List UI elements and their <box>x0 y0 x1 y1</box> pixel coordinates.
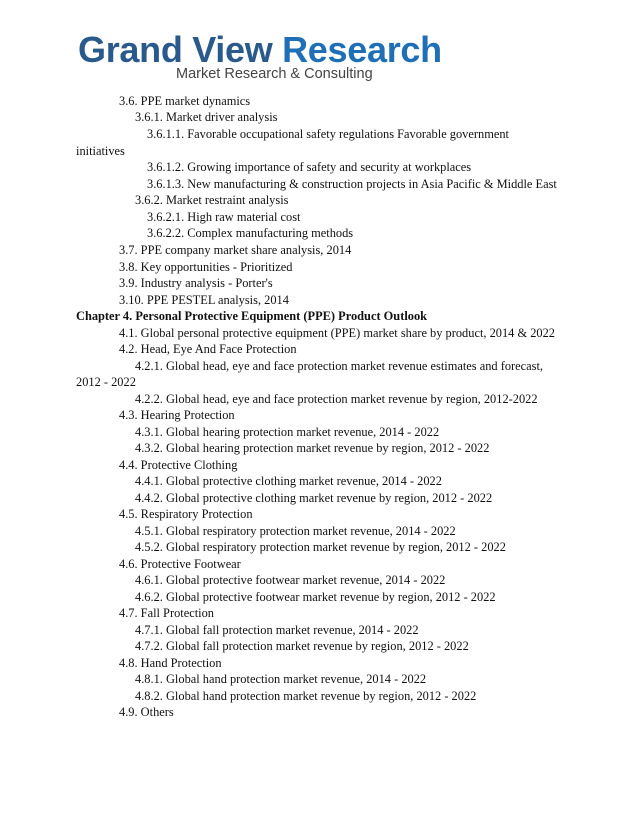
toc-entry: 4.7.2. Global fall protection market revenue by region, 2012 - 2022 <box>135 639 469 653</box>
toc-entry: 4.5.1. Global respiratory protection market revenue, 2014 - 2022 <box>135 524 456 538</box>
toc-entry: 4.7.1. Global fall protection market revenue, 2014 - 2022 <box>135 623 419 637</box>
toc-entry: 4.9. Others <box>119 705 174 719</box>
logo-word-grand: Grand <box>78 29 183 70</box>
toc-entry: 4.6.1. Global protective footwear market revenue, 2014 - 2022 <box>135 573 446 587</box>
toc-entry: 3.6.2.2. Complex manufacturing methods <box>147 226 354 240</box>
toc-entry: 4.3. Hearing Protection <box>119 408 235 422</box>
toc-entry: 4.4. Protective Clothing <box>119 458 238 472</box>
toc-entry: 3.6.1. Market driver analysis <box>135 110 278 124</box>
logo-word-view: View <box>192 29 273 70</box>
toc-entry: 4.5.2. Global respiratory protection market revenue by region, 2012 - 2022 <box>135 540 506 554</box>
toc-entry: 4.6.2. Global protective footwear market revenue by region, 2012 - 2022 <box>135 590 496 604</box>
logo-subtitle: Market Research & Consulting <box>176 66 373 82</box>
toc-entry: 4.8.1. Global hand protection market revenue, 2014 - 2022 <box>135 672 427 686</box>
toc-entry: 3.6.1.3. New manufacturing & construction projects in Asia Pacific & Middle East <box>147 177 557 191</box>
toc-entry: 3.6.2.1. High raw material cost <box>147 210 301 224</box>
toc-entry: 4.3.1. Global hearing protection market revenue, 2014 - 2022 <box>135 425 440 439</box>
logo-word-research: Research <box>282 29 442 70</box>
toc-entry-continuation: initiatives <box>76 144 125 158</box>
toc-entry: 4.1. Global personal protective equipment (PPE) market share by product, 2014 & 2022 <box>119 326 555 340</box>
grand-view-research-logo <box>78 29 442 85</box>
chapter-heading: Chapter 4. Personal Protective Equipment (PPE) Product Outlook <box>76 309 428 323</box>
logo-title <box>78 30 442 70</box>
toc-entry: 4.2.1. Global head, eye and face protection market revenue estimates and forecast, <box>135 359 544 373</box>
toc-entry: 3.6.2. Market restraint analysis <box>135 193 289 207</box>
toc-entry-continuation: 2012 - 2022 <box>76 375 136 389</box>
toc-entry: 3.10. PPE PESTEL analysis, 2014 <box>119 293 289 307</box>
toc-entry: 4.8.2. Global hand protection market revenue by region, 2012 - 2022 <box>135 689 477 703</box>
toc-entry: 4.4.2. Global protective clothing market revenue by region, 2012 - 2022 <box>135 491 493 505</box>
toc-entry: 3.9. Industry analysis - Porter's <box>119 276 273 290</box>
toc-entry: 3.7. PPE company market share analysis, 2014 <box>119 243 352 257</box>
toc-entry: 3.8. Key opportunities - Prioritized <box>119 260 293 274</box>
toc-entry: 4.7. Fall Protection <box>119 606 214 620</box>
toc-entry: 4.2.2. Global head, eye and face protection market revenue by region, 2012-2022 <box>135 392 538 406</box>
toc-entry: 4.2. Head, Eye And Face Protection <box>119 342 297 356</box>
toc-entry: 3.6.1.1. Favorable occupational safety regulations Favorable government <box>147 127 509 141</box>
toc-entry: 4.6. Protective Footwear <box>119 557 241 571</box>
toc-entry: 4.8. Hand Protection <box>119 656 222 670</box>
toc-entry: 4.4.1. Global protective clothing market revenue, 2014 - 2022 <box>135 474 442 488</box>
toc-entry: 3.6. PPE market dynamics <box>119 94 251 108</box>
toc-entry: 3.6.1.2. Growing importance of safety and security at workplaces <box>147 160 472 174</box>
toc-entry: 4.5. Respiratory Protection <box>119 507 253 521</box>
toc-entry: 4.3.2. Global hearing protection market revenue by region, 2012 - 2022 <box>135 441 490 455</box>
